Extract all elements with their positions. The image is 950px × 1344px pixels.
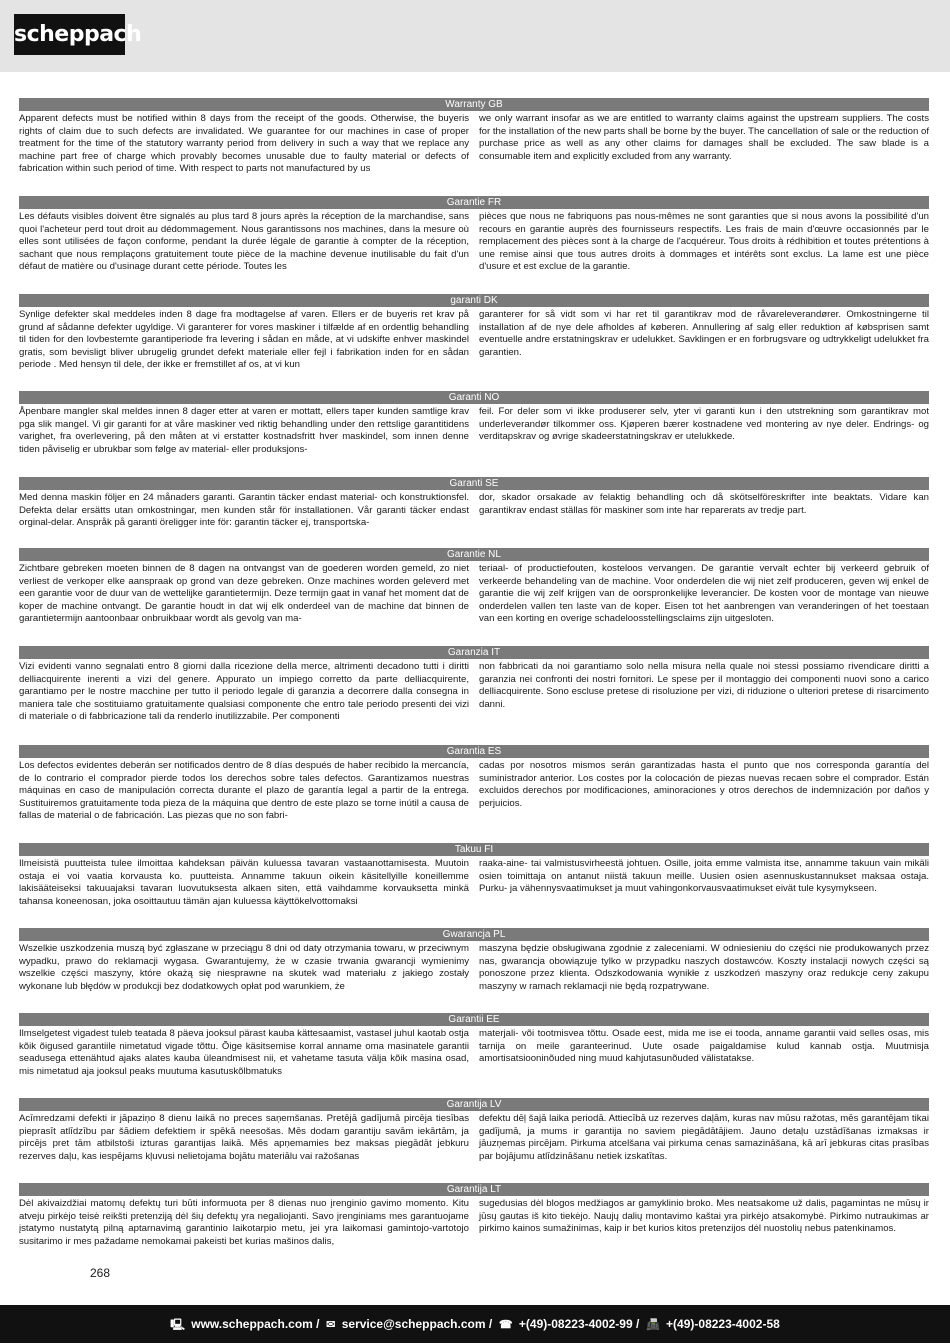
section-text-right: garanterer for så vidt som vi har ret til garantikrav mod de råvareleverandører. Omkostningerne til installation af de nye dele afholdes af køberen. Annullering af salg eller reduktion af købsprisen samt eventuelle andre erstatningskrav er udelukket. Savklingen er en forbrugsvare og udtrykkeligt udelukket fra garantien.	[479, 309, 929, 358]
phone-icon: ☎	[498, 1319, 513, 1331]
computer-icon: 🖳	[170, 1319, 185, 1331]
section-title: Garantija LT	[19, 1183, 929, 1196]
section-title: Takuu FI	[19, 843, 929, 856]
section-text-left: Ilmselgetest vigadest tuleb teatada 8 päeva jooksul pärast kauba kättesaamist, vastasel juhul kaotab ostja kõik õigused garantiile nimetatud vigade tõttu. Õige käsitsemise korral anname oma masinatele garantii seadusega ettenähtud ajaks alates kauba üleandmisest nii, et vahetame tasuta välja kõik masina osad, mis nimetatud aja jooksul peaks muutuma kasutuskõlbmatuks	[19, 1028, 469, 1077]
section-text-right: maszyna będzie obsługiwana zgodnie z zaleceniami. W odniesieniu do części nie produkowanych przez nas, gwarancja obowiązuje tylko w przypadku naszych dostawców. Koszty instalacji nowych części są ponoszone przez klienta. Odszkodowania wynikłe z uszkodzeń maszyny oraz redukcje ceny zakupu maszyny w ramach reklamacji nie będą rozpatrywane.	[479, 943, 929, 992]
section-title: Garantija LV	[19, 1098, 929, 1111]
section-garanzia-it	[19, 646, 929, 724]
section-title: Garantii EE	[19, 1013, 929, 1026]
footer-fax: +(49)-08223-4002-58	[666, 1317, 780, 1331]
section-text-left: Zichtbare gebreken moeten binnen de 8 dagen na ontvangst van de goederen worden gemeld, zo niet verliest de verkoper elke aanspraak op grond van deze gebreken. Onze machines worden geleverd met een garantie voor de duur van de wettelijke garantietermijn. Deze termijn gaat in vanaf het moment dat de koper de machine ontvangt. De garantie houdt in dat wij elk onderdeel van de machine dat binnen de garantietermijn aantoonbaar onbruikbaar wordt als gevolg van ma-	[19, 563, 469, 625]
section-text-right: sugedusias dėl blogos medžiagos ar gamyklinio broko. Mes neatsakome už dalis, pagamintas ne mūsų ir jūsų gautas iš kito tiekėjo. Naujų dalių montavimo kaštai yra pirkėjo atsakomybė. Pirkimo nutraukimas ar pirkimo kainos sumažinimas, kaip ir bet kurios kitos pretenzijos dėl nuostolių nebus patenkinamos.	[479, 1198, 929, 1235]
section-text-left: Åpenbare mangler skal meldes innen 8 dager etter at varen er mottatt, ellers taper kunden samtlige krav pga slik mangel. Vi gir garanti for at våre maskiner ved riktig behandling under den rettslige garantitidens varighet, fra overlevering, på den måten at vi erstatter kostnadsfritt hver maskindel, som innen denne tiden påviselig er ubrukbar som følge av material- eller produksjons-	[19, 406, 469, 455]
section-garanti-no	[19, 391, 929, 456]
section-text-left: Ilmeisistä puutteista tulee ilmoittaa kahdeksan päivän kuluessa tavaran vastaanottamisesta. Muutoin ostaja ei voi vaatia korvausta ko. puutteista. Annamme takuun oikein käsitellyille koneillemme lakisääteiseksi takuuajaksi tavaran luovutuksesta alkaen siten, että vaihdamme korvauksetta minkä tahansa koneenosan, joka osoittautuu tämän ajan kuluessa käyttökelvottomaksi	[19, 858, 469, 907]
section-garantie-fr	[19, 196, 929, 274]
section-text-right: defektu dēļ šajā laika periodā. Attiecībā uz rezerves daļām, kuras nav mūsu ražotas, mēs garantējam tikai gadījumā, ja mums ir garantija no saviem piegādātājiem. Jauno detaļu uzstādīšanas izmaksas ir jāuzņemas pircējam. Pirkuma atcelšana vai pirkuma cenas samazināšana, kā arī jebkuras citas prasības par bojājumu atlīdzināšanu netiek izskatītas.	[479, 1113, 929, 1162]
footer-website-link[interactable]: www.scheppach.com /	[191, 1317, 320, 1331]
section-text-right: non fabbricati da noi garantiamo solo nella misura nella quale noi stessi possiamo rivendicare diritti a garanzia nei confronti dei nostri fornitori. Le spese per il montaggio dei componenti nuovi sono a carico delliacquirente. Sono escluse pretese di risoluzione per vizi, di riduzione o ulteriori pretese di risarcimento danni.	[479, 661, 929, 710]
section-takuu-fi	[19, 843, 929, 908]
section-text-right: teriaal- of productiefouten, kosteloos vervangen. De garantie vervalt echter bij verkeerd gebruik of verkeerde behandeling van de machine. Voor onderdelen die wij niet zelf produceren, geven wij enkel de garantie die wij zelf krijgen van de oorspronkelijke leverancier. De kosten voor de montage van nieuwe onderdelen vallen ten laste van de koper. Eisen tot het aanbrengen van veranderingen of het toestaan van een korting en overige schadeloosstellingsclaims zijn uitgesloten.	[479, 563, 929, 625]
section-garantia-es	[19, 745, 929, 823]
section-text-left: Los defectos evidentes deberán ser notificados dentro de 8 días después de haber recibido la mercancía, de lo contrario el comprador pierde todos los derechos sobre tales defectos. Garantizamos nuestras máquinas en caso de manipulación correcta durante el plazo de garantía legal a partir de la entrega. Sustituiremos gratuitamente toda pieza de la máquina que dentro de este plazo se torne inútil a causa de fallas de material o de fabricación. Las piezas que no son fabri-	[19, 760, 469, 822]
section-garantija-lt	[19, 1183, 929, 1248]
section-garantie-nl	[19, 548, 929, 626]
section-text-right: materjali- või tootmisvea tõttu. Osade eest, mida me ise ei tooda, anname garantii vaid selles osas, mis tarnija on meile garanteerinud. Uute osade paigaldamise kulud kannab ostja. Muutmisja amortisatsiooninõuded ning muud kahjutasunõuded välistatakse.	[479, 1028, 929, 1065]
section-garanti-dk	[19, 294, 929, 372]
section-title: Garantie FR	[19, 196, 929, 209]
section-title: Gwarancja PL	[19, 928, 929, 941]
section-text-right: cadas por nosotros mismos serán garantizadas hasta el punto que nos corresponda garantía del suministrador anterior. Los costes por la colocación de piezas nuevas recaen sobre el comprador. Están excluidos derechos por modificaciones, aminoraciones y otros derechos de indemnización por daños y perjuicios.	[479, 760, 929, 809]
section-text-right: dor, skador orsakade av felaktig behandling och då skötselföreskrifter inte beaktats. Vidare kan garantikrav endast ställas för maskiner som inte har reparerats av tredje part.	[479, 492, 929, 516]
mail-icon: ✉	[326, 1319, 336, 1331]
section-text-left: Dėl akivaizdžiai matomų defektų turi būti informuota per 8 dienas nuo įrenginio gavimo momento. Kitu atveju pirkėjo teisė reikšti pretenziją dėl šių defektų yra negaliojanti. Savo įrenginiams mes garantuojame įstatymo nustatytą pilną aptarnavimą garantinio laikotarpio metu, jei yra laikomasi gamintojo-vartotojo susitarimo ir mes pažadame nemokamai pakeisti bet kurias mašinos dalis,	[19, 1198, 469, 1247]
footer-email-link[interactable]: service@scheppach.com /	[341, 1317, 493, 1331]
section-text-left: Acīmredzami defekti ir jāpaziņo 8 dienu laikā no preces saņemšanas. Pretējā gadījumā pircēja tiesības pieprasīt atlīdzību par šādiem defektiem ir spēkā neesošas. Mēs dodam garantiju savām iekārtām, ja pircējs pret tām atbilstoši izturas garantijas laikā. Mēs apņemamies bez maksas piegādāt jebkuru rezerves daļu, kas iespējams kļuvusi nelietojama bojātu materiālu vai ražošanas	[19, 1113, 469, 1162]
header-bar	[0, 0, 950, 72]
footer-bar	[0, 1305, 950, 1343]
section-text-left: Wszelkie uszkodzenia muszą być zgłaszane w przeciągu 8 dni od daty otrzymania towaru, w przeciwnym wypadku, prawo do reklamacji wygasa. Gwarantujemy, że w czasie trwania gwarancji wymienimy wszelkie części maszyny, które okażą się niesprawne na skutek wad materiału z jakiego zostały wykonane lub błędów w produkcji bez dodatkowych opłat pod warunkiem, że	[19, 943, 469, 992]
section-text-right: we only warrant insofar as we are entitled to warranty claims against the upstream suppliers. The costs for the installation of the new parts shall be borne by the buyer. The cancellation of sale or the reduction of purchase price as well as any other claims for damages shall be excluded. The saw blade is a consumable item and explicitly excluded from any warranty.	[479, 113, 929, 162]
section-warranty-gb	[19, 98, 929, 176]
section-text-left: Apparent defects must be notified within 8 days from the receipt of the goods. Otherwise, the buyeris rights of claim due to such defects are invalidated. We guarantee for our machines in case of proper treatment for the time of the statutory warranty period from delivery in such a way that we replace any machine part free of charge which provably becomes unusable due to faulty material or defects of fabrication within such period of time. With respect to parts not manufactured by us	[19, 113, 469, 175]
section-text-left: Med denna maskin följer en 24 månaders garanti. Garantin täcker endast material- och konstruktionsfel. Defekta delar ersätts utan omkostningar, men kunden står för installationen. Vår garanti täcker endast orginal-delar. Anspråk på garanti öreligger inte för: garantin täcker ej, transportska-	[19, 492, 469, 529]
fax-icon: 📠	[646, 1319, 660, 1331]
section-title: Garantia ES	[19, 745, 929, 758]
footer-phone: +(49)-08223-4002-99 /	[518, 1317, 640, 1331]
section-gwarancja-pl	[19, 928, 929, 993]
section-text-left: Vizi evidenti vanno segnalati entro 8 giorni dalla ricezione della merce, altrimenti decadono tutti i diritti delliacquirente inerenti a vizi del genere. Appurato un impiego corretto da parte delliacquirente, garantiamo per le nostre macchine per tutto il periodo legale di garanzia a decorrere dalla consegna in maniera tale che sostituiamo gratuitamente qualsiasi componente che entro tale periodo presenti dei vizi di materiale o di fabbricazione tali da renderlo inutilizzabile. Per componenti	[19, 661, 469, 723]
section-garantija-lv	[19, 1098, 929, 1163]
section-text-right: pièces que nous ne fabriquons pas nous-mêmes ne sont garanties que si nous avons la possibilité d'un recours en garantie auprès des fournisseurs respectifs. Les frais de main d'œuvre occasionnés par le remplacement des pièces sont à la charge de l'acquéreur. Tous droits à rédhibition et toutes prétentions à une remise ainsi que tous autres droits à dommages et intérêts sont exclus. La lame est une pièce d'usure et est exclue de la garantie.	[479, 211, 929, 273]
section-garanti-se	[19, 477, 929, 530]
section-text-left: Synlige defekter skal meddeles inden 8 dage fra modtagelse af varen. Ellers er de buyeris ret krav på grund af sådanne defekter ugyldige. Vi garanterer for vores maskiner i tilfælde af en ordentlig behandling til tiden for den lovbestemte garantiperiode fra levering i sådan en måde, at vi udskifte enhver maskindel gratis, som bevisligt bliver ubrugelig grundet defekt materiale eller fejl i fabrikation inden for en sådan periode . Med hensyn til dele, der ikke er fremstillet af os, at vi kun	[19, 309, 469, 371]
scheppach-logo: scheppach	[14, 14, 125, 55]
section-title: Warranty GB	[19, 98, 929, 111]
section-title: Garanti SE	[19, 477, 929, 490]
section-garantii-ee	[19, 1013, 929, 1078]
section-title: garanti DK	[19, 294, 929, 307]
section-title: Garanzia IT	[19, 646, 929, 659]
section-title: Garantie NL	[19, 548, 929, 561]
section-text-right: feil. For deler som vi ikke produserer selv, yter vi garanti kun i den utstrekning som garantikrav mot underleverandør tilkommer oss. Kjøperen bærer kostnadene ved montering av nye deler. Endrings- og verditapskrav og øvrige skadeerstatningskrav er utelukkede.	[479, 406, 929, 443]
section-text-right: raaka-aine- tai valmistusvirheestä johtuen. Osille, joita emme valmista itse, annamme takuun vain mikäli osien toimittaja on antanut niistä takuun meille. Uusien osien asennuskustannukset maksaa ostaja. Purku- ja vähennysvaatimukset ja muut vahingonkorvausvaatimukset eivät tule kysymykseen.	[479, 858, 929, 895]
section-text-left: Les défauts visibles doivent être signalés au plus tard 8 jours après la réception de la marchandise, sans quoi l'acheteur perd tout droit au dédommagement. Nous garantissons nos machines, dans la mesure où elles sont utilisées de façon conforme, pendant la durée légale de garantie à compter de la réception, sachant que nous remplaçons gratuitement toute pièce de la machine devenue inutilisable du fait d'un défaut de matière ou d'usinage durant cette période. Toutes les	[19, 211, 469, 273]
page-number: 268	[90, 1266, 111, 1280]
section-title: Garanti NO	[19, 391, 929, 404]
